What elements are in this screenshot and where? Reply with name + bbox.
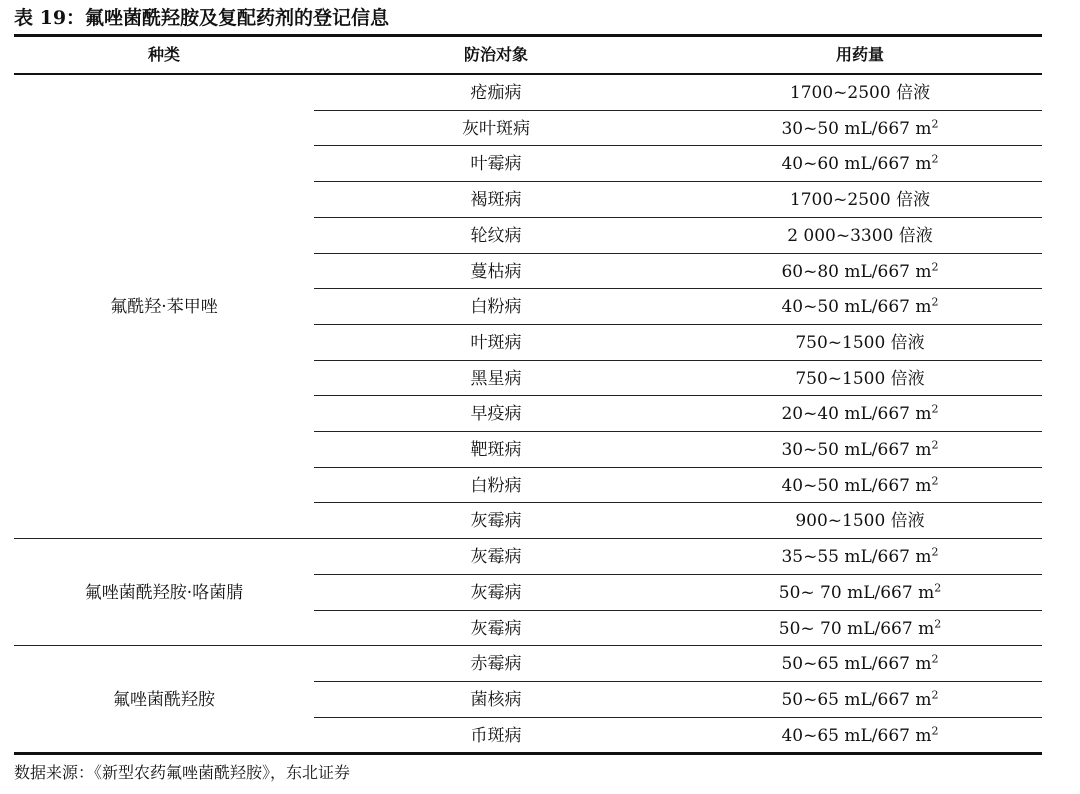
- cell-target: 靶斑病: [470, 440, 522, 460]
- header-target: 防治对象: [463, 45, 528, 64]
- header-dosage: 用药量: [835, 45, 884, 64]
- cell-target: 轮纹病: [470, 225, 522, 246]
- cell-target: 灰叶斑病: [462, 118, 530, 139]
- unit-superscript: 2: [931, 688, 939, 702]
- unit-superscript: 2: [931, 402, 939, 416]
- group-name: 氟唑菌酰羟胺: [113, 689, 215, 710]
- cell-dosage: 60~80 mL/667 $m^2$: [781, 259, 939, 282]
- cell-target: 币斑病: [470, 725, 522, 746]
- unit-superscript: 2: [931, 474, 939, 488]
- cell-target: 白粉病: [470, 475, 522, 496]
- table-caption: 表 19：氟唑菌酰羟胺及复配药剂的登记信息: [14, 7, 390, 29]
- unit-superscript: 2: [934, 616, 942, 630]
- cell-target: 早疫病: [470, 404, 522, 425]
- cell-dosage: 50~ 70 mL/667 $m^2$: [778, 581, 942, 603]
- unit-superscript: 2: [931, 438, 939, 452]
- cell-dosage: 30~50 mL/667 $m^2$: [781, 117, 939, 139]
- cell-target: 赤霉病: [470, 654, 522, 675]
- group-name: 氟唑菌酰羟胺·咯菌腈: [84, 582, 244, 603]
- data-source: 数据来源：《新型农药氟唑菌酰羟胺》，东北证券: [14, 763, 351, 782]
- cell-dosage: 40~60 mL/667 $m^2$: [781, 152, 939, 175]
- cell-target: 菌核病: [470, 689, 522, 710]
- cell-target: 褐斑病: [470, 190, 522, 211]
- cell-target: 灰霉病: [470, 547, 522, 568]
- cell-dosage: 40~65 mL/667 $m^2$: [781, 723, 939, 746]
- cell-dosage: 1700~2500 倍液: [789, 190, 931, 211]
- cell-dosage: 900~1500 倍液: [795, 511, 925, 532]
- cell-target: 灰霉病: [470, 618, 522, 639]
- unit-superscript: 2: [931, 259, 939, 273]
- cell-dosage: 35~55 mL/667 $m^2$: [781, 545, 939, 568]
- cell-dosage: 50~65 mL/667 $m^2$: [781, 688, 939, 710]
- group-name: 氟酰羟·苯甲唑: [110, 297, 218, 318]
- cell-dosage: 30~50 mL/667 $m^2$: [781, 438, 939, 460]
- cell-target: 灰霉病: [470, 511, 522, 532]
- unit-superscript: 2: [934, 581, 942, 595]
- cell-target: 叶霉病: [470, 154, 522, 175]
- cell-dosage: 40~50 mL/667 $m^2$: [781, 474, 939, 496]
- unit-superscript: 2: [931, 295, 939, 309]
- cell-dosage: 2 000~3300 倍液: [787, 225, 933, 246]
- cell-dosage: 50~ 70 mL/667 $m^2$: [778, 616, 942, 639]
- cell-target: 叶斑病: [470, 332, 522, 353]
- cell-dosage: 40~50 mL/667 $m^2$: [781, 295, 939, 318]
- cell-target: 灰霉病: [470, 582, 522, 603]
- unit-superscript: 2: [931, 723, 939, 737]
- cell-dosage: 50~65 mL/667 $m^2$: [781, 652, 939, 675]
- cell-dosage: 1700~2500 倍液: [789, 83, 931, 103]
- cell-dosage: 20~40 mL/667 $m^2$: [781, 402, 939, 425]
- cell-dosage: 750~1500 倍液: [795, 332, 925, 353]
- cell-target: 疮痂病: [470, 83, 522, 103]
- unit-superscript: 2: [931, 652, 939, 666]
- bottom-rule: [14, 752, 1042, 755]
- cell-target: 白粉病: [470, 297, 522, 318]
- cell-dosage: 750~1500 倍液: [795, 368, 925, 389]
- unit-superscript: 2: [931, 152, 939, 166]
- unit-superscript: 2: [931, 117, 939, 131]
- cell-target: 黑星病: [470, 368, 522, 389]
- header-category: 种类: [147, 45, 180, 64]
- unit-superscript: 2: [931, 545, 939, 559]
- cell-target: 蔓枯病: [470, 261, 522, 282]
